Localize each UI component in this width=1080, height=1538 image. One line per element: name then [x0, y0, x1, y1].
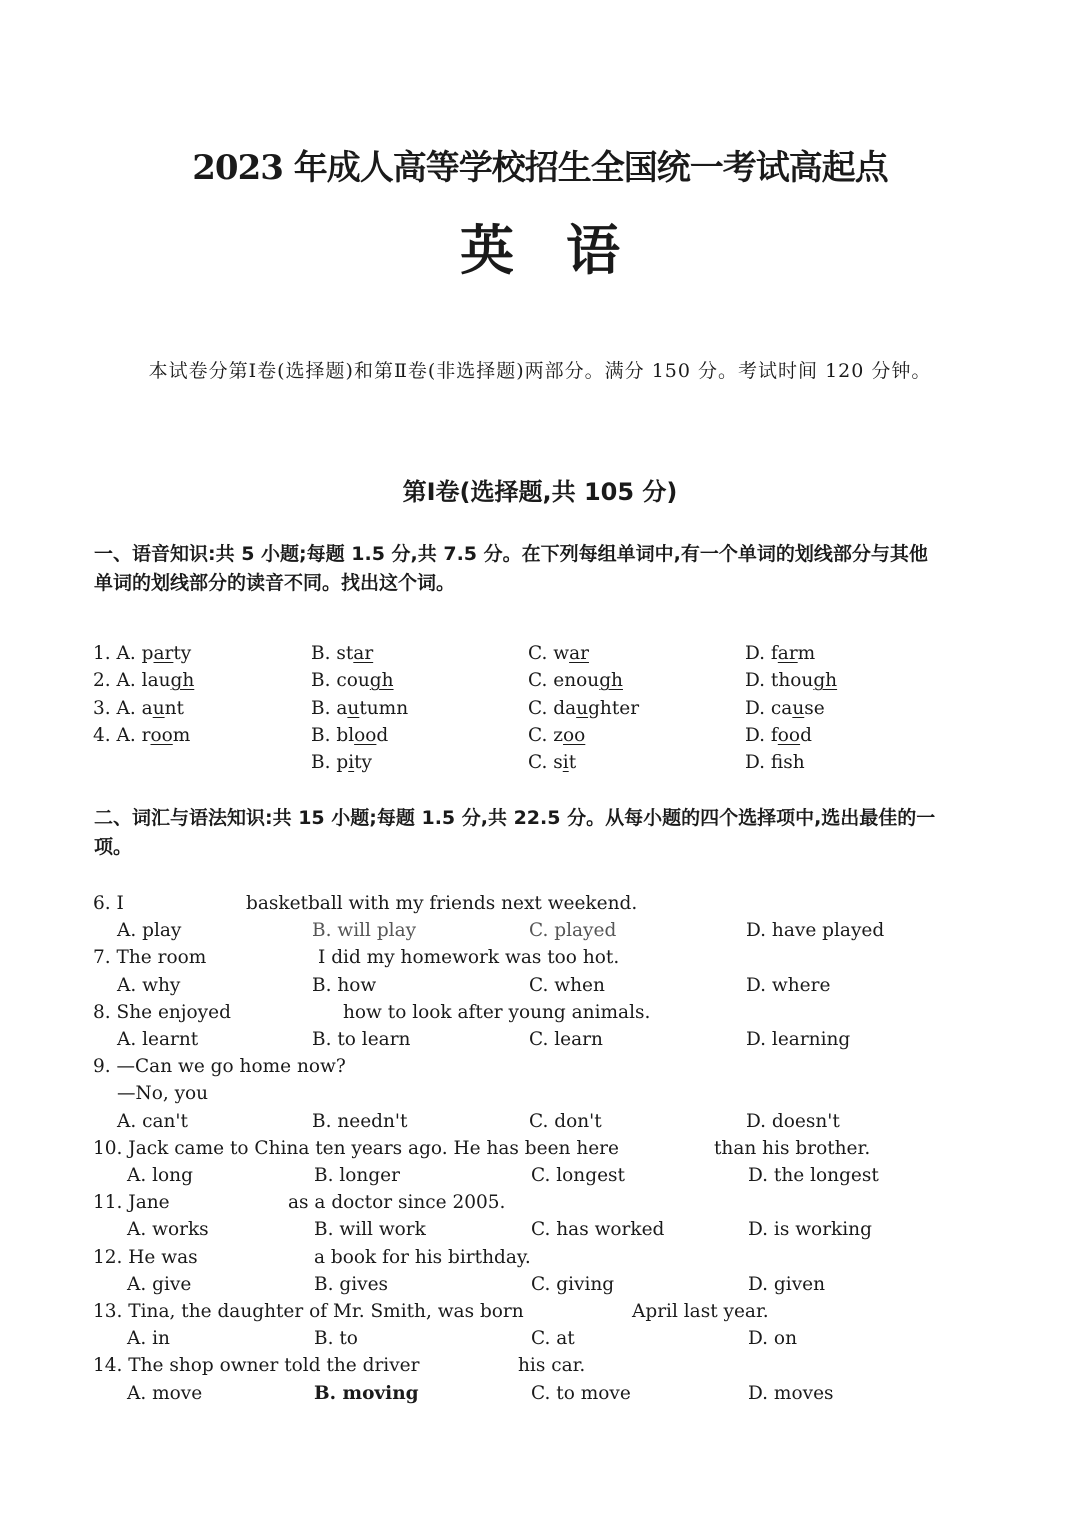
question-text: 14. The shop owner told the driver [93, 1355, 420, 1377]
question-text-after-blank: April last year. [632, 1301, 769, 1322]
option-b: B. to learn [312, 1029, 411, 1050]
question-text: 9. —Can we go home now? [93, 1056, 346, 1078]
option-c: C. to move [531, 1382, 631, 1404]
question-text: 13. Tina, the daughter of Mr. Smith, was born [93, 1301, 524, 1322]
option-b: B. how [312, 974, 377, 996]
section-1-heading-line1: 一、语音知识:共 5 小题;每题 1.5 分,共 7.5 分。在下列每组单词中,有一个单词的划线部分与其他 [94, 543, 928, 565]
option-b: B. star [311, 643, 374, 664]
question-stem [0, 1355, 1080, 1381]
section-2-heading-line2: 项。 [94, 836, 133, 858]
option-c: C. daughter [528, 697, 640, 719]
option-d: D. is working [748, 1219, 872, 1241]
option-c: C. has worked [531, 1219, 665, 1241]
question-text: 7. The room [93, 947, 207, 969]
section-1-heading-line2: 单词的划线部分的读音不同。找出这个词。 [94, 572, 456, 594]
option-d: D. on [748, 1328, 797, 1350]
option-c: C. longest [531, 1165, 625, 1186]
question-text: 8. She enjoyed [93, 1001, 231, 1023]
question-text: 10. Jack came to China ten years ago. He has been here [93, 1137, 619, 1159]
options-row [0, 1029, 1080, 1055]
option-b: B. autumn [311, 697, 409, 719]
option-d: D. fsh [745, 752, 805, 774]
option-a: 2. A. laugh [93, 670, 195, 692]
option-a: A. why [117, 974, 181, 996]
options-row [0, 975, 1080, 1001]
exam-title: 2023 年成人高等学校招生全国统一考试高起点 [192, 148, 888, 188]
option-d: D. food [745, 724, 812, 746]
option-c: C. enough [528, 670, 623, 692]
options-row [0, 1328, 1080, 1354]
section-2-heading-line1: 二、词汇与语法知识:共 15 小题;每题 1.5 分,共 22.5 分。从每小题的四个选择项中,选出最佳的一 [94, 807, 936, 829]
option-a: A. learnt [117, 1029, 199, 1050]
option-a: A. in [127, 1328, 170, 1350]
option-c: C. war [528, 643, 589, 664]
question-stem [0, 1192, 1080, 1218]
option-c: C. learn [529, 1029, 603, 1050]
part-one-title: 第Ⅰ卷(选择题,共 105 分) [402, 478, 678, 506]
question-stem [0, 1002, 1080, 1028]
option-d: D. cause [745, 697, 825, 719]
question-text-after-blank: a book for his birthday. [314, 1246, 531, 1268]
option-d: D. though [745, 670, 838, 692]
option-b: B. to [314, 1328, 358, 1350]
option-c: C. don't [529, 1110, 602, 1132]
option-b: B. blood [311, 724, 389, 746]
option-a: A. give [127, 1273, 192, 1295]
phonetics-row [0, 670, 1080, 696]
question-text: 12. He was [93, 1246, 198, 1268]
question-stem [0, 1247, 1080, 1273]
option-c: C. zoo [528, 724, 586, 746]
option-d: D. doesn't [746, 1110, 840, 1132]
option-c: C. when [529, 974, 605, 996]
option-a: 4. A. room [93, 724, 191, 746]
option-a: A. works [127, 1219, 209, 1241]
option-d: D. farm [745, 643, 816, 664]
subject-char-2: 语 [566, 219, 620, 282]
option-d: D. where [746, 974, 831, 996]
option-a: 3. A. aunt [93, 697, 184, 719]
options-row [0, 1111, 1080, 1137]
question-stem [0, 1301, 1080, 1327]
question-stem [0, 947, 1080, 973]
option-b: B. pity [311, 752, 373, 774]
option-a: 1. A. party [93, 643, 192, 664]
reply-text: —No, you [117, 1083, 209, 1105]
question-reply [0, 1083, 1080, 1109]
option-b: B. will play [312, 920, 417, 942]
section-1-heading [94, 540, 1034, 598]
subject-title [0, 208, 1080, 285]
question-text: 6. I [93, 893, 124, 914]
question-stem [0, 1138, 1080, 1164]
question-stem [0, 1056, 1080, 1082]
option-d: D. learning [746, 1029, 851, 1050]
option-a: A. long [127, 1165, 193, 1186]
option-d: D. moves [748, 1382, 834, 1404]
option-d: D. the longest [748, 1165, 879, 1186]
phonetics-row [0, 752, 1080, 778]
option-b: B. needn't [312, 1110, 408, 1132]
exam-intro: 本试卷分第Ⅰ卷(选择题)和第Ⅱ卷(非选择题)两部分。满分 150 分。考试时间 120 分钟。 [148, 360, 932, 382]
options-row [0, 1274, 1080, 1300]
question-text-after-blank: basketball with my friends next weekend. [246, 893, 638, 914]
option-b: B. moving [314, 1382, 419, 1404]
question-text-after-blank: as a doctor since 2005. [288, 1192, 506, 1214]
option-a: A. can't [117, 1110, 188, 1132]
section-2-heading [94, 804, 1034, 862]
subject-char-1: 英 [460, 219, 514, 282]
phonetics-row [0, 698, 1080, 724]
phonetics-row [0, 643, 1080, 669]
options-row [0, 1383, 1080, 1409]
option-d: D. given [748, 1273, 826, 1295]
option-c: C. at [531, 1328, 575, 1350]
question-text: 11. Jane [93, 1192, 170, 1214]
option-b: B. gives [314, 1273, 389, 1295]
option-c: C. giving [531, 1273, 615, 1295]
options-row [0, 920, 1080, 946]
option-d: D. have played [746, 920, 885, 942]
option-c: C. played [529, 920, 617, 942]
options-row [0, 1165, 1080, 1191]
question-text-after-blank: than his brother. [714, 1137, 871, 1159]
options-row [0, 1219, 1080, 1245]
option-b: B. will work [314, 1219, 426, 1241]
question-text-after-blank: his car. [518, 1355, 586, 1377]
option-a: A. play [117, 920, 182, 942]
option-a: A. move [127, 1382, 203, 1404]
option-c: C. sit [528, 752, 577, 774]
phonetics-row [0, 725, 1080, 751]
question-text-after-blank: how to look after young animals. [343, 1001, 651, 1023]
option-b: B. longer [314, 1165, 400, 1186]
question-stem [0, 893, 1080, 919]
option-b: B. cough [311, 670, 394, 692]
question-text-after-blank: I did my homework was too hot. [318, 947, 620, 969]
